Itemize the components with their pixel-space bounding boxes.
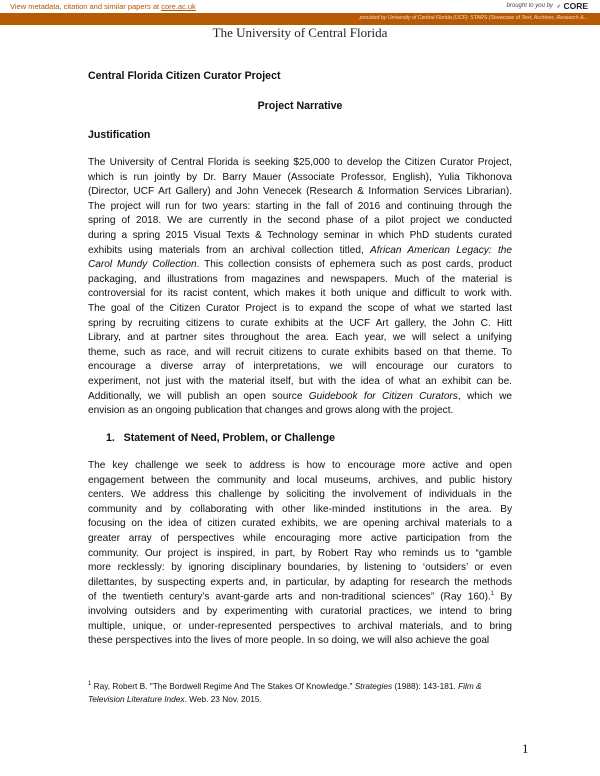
text-line: [88, 361, 512, 372]
line-text: dilettantes, by suspecting experts and, in particular, by adapting for research the methods: [88, 576, 512, 588]
text-line: [88, 533, 512, 544]
line-text: The University of Central Florida is seeking $25,000 to develop the Citizen Curator Project,: [88, 157, 512, 168]
line-text: which is run jointly by Dr. Barry Mauer (Associate Professor, English), Yulia Tikhonova: [88, 171, 512, 183]
text-line: [88, 230, 512, 241]
line-text: The project will run for two years: starting in the fall of 2016 and continuing through the: [88, 200, 512, 212]
provided-by-link[interactable]: provided by University of Central Florida (UCF): STARS (Showcase of Text, Archives, Research &...: [359, 15, 588, 21]
core-brand[interactable]: [507, 1, 588, 11]
section-heading-need: 1. Statement of Need, Problem, or Challenge: [106, 432, 335, 444]
footnote-journal: Strategies: [354, 681, 393, 691]
line-text: these perspectives into the lives of more people. In so doing, we will also achieve the goal: [88, 635, 490, 647]
line-text: experiment, not just with the material itself, but with the idea of what an exhibit can be.: [88, 376, 512, 387]
text-line: [88, 376, 512, 387]
text-line: [88, 635, 512, 646]
text-line: [88, 504, 512, 515]
text-line: [88, 201, 512, 212]
footnote-index: Film &: [458, 681, 482, 691]
line-text: centers. We address this challenge by soliciting the involvement of individuals in the: [88, 489, 512, 501]
line-text: , which we: [457, 390, 512, 402]
text-line: [88, 562, 512, 573]
text-line: [88, 332, 512, 343]
italic-title: Guidebook for Citizen Curators: [308, 390, 458, 402]
text-line: [88, 489, 512, 500]
core-link[interactable]: core.ac.uk: [161, 2, 196, 11]
line-text: engagement between the community and local museums, archives, and public history: [88, 474, 512, 486]
line-text: exhibits using materials from an archival collection titled,: [88, 244, 371, 256]
text-line: [88, 303, 512, 314]
line-text: focusing on the idea of citizen curated exhibits, we are opening archival materials to a: [88, 518, 512, 530]
text-line: [88, 157, 512, 168]
text-line: [88, 405, 512, 416]
text-line: [88, 245, 512, 256]
provider-bar: [0, 13, 600, 25]
line-text: By: [494, 591, 512, 603]
text-line: [88, 318, 512, 329]
italic-title: Carol Mundy Collection: [88, 259, 197, 271]
italic-title: African American Legacy: the: [370, 244, 512, 256]
line-text: involving outsiders and by experimenting with curatorial practices, we intend to bring: [88, 606, 512, 617]
text-line: [88, 186, 512, 197]
text-line: [88, 518, 512, 529]
core-logo-icon: ⸙: [555, 4, 561, 10]
core-banner: [0, 0, 600, 13]
line-text: of the twentieth century’s avant-garde arts and non-traditional sciences” (Ray 160).: [88, 591, 491, 603]
text-line: [88, 577, 512, 588]
section-heading-justification: Justification: [88, 129, 151, 141]
footnote-mark: 1: [88, 681, 92, 688]
line-text: during a spring 2015 Visual Texts & Technology seminar in which PhD students curated: [88, 230, 512, 241]
text-line: [88, 475, 512, 486]
text-line: [88, 460, 512, 471]
document-header: The University of Central Florida: [212, 25, 388, 40]
document-subtitle: Project Narrative: [257, 100, 343, 112]
line-text: spring by recruiting citizens to curate exhibits at the UCF Art gallery, the John C. Hitt: [88, 317, 512, 329]
footnote-index-cont: Television Literature Index: [88, 694, 185, 704]
line-text: Additionally, we will publish an open source: [88, 390, 309, 402]
line-text: . This collection consists of ephemera such as post cards, product: [196, 259, 512, 271]
text-line: [88, 391, 512, 402]
page-number: 1: [522, 741, 529, 756]
line-text: multiple, unique, or under-represented perspectives to archival materials, and to bring: [88, 620, 512, 632]
line-text: envision as an ongoing publication that changes and grows along with the project.: [88, 405, 454, 417]
line-text: packaging, and illustrations from magazines and newspapers. Much of the material is: [88, 273, 512, 285]
line-text: community and by collaborating with other like-minded institutions in the area. By: [88, 503, 512, 515]
line-text: (Director, UCF Art Gallery) and John Venecek (Research & Information Services Librarian).: [88, 186, 512, 198]
line-text: encourage a diverse array of interpretations, we will encourage our curators to: [88, 361, 512, 373]
text-line: [88, 172, 512, 183]
core-label: CORE: [563, 1, 588, 11]
line-text: spring of 2018. We are currently in the second phase of a pilot project we conducted: [88, 215, 512, 227]
footnote-line-2: [88, 694, 262, 704]
metadata-text: View metadata, citation and similar papers at: [10, 2, 162, 11]
text-line: [88, 347, 512, 358]
line-text: 1: [490, 591, 495, 598]
document-title: Central Florida Citizen Curator Project: [88, 70, 281, 82]
text-line: [88, 288, 512, 299]
footnote-date: . Web. 23 Nov. 2015.: [184, 694, 262, 704]
line-text: controversial for its racist content, which makes it both unique and difficult to work with.: [88, 288, 512, 300]
text-line: [88, 274, 512, 285]
line-text: The key challenge we seek to address is how to encourage more active and open: [88, 460, 512, 471]
brought-by-text: brought to you by: [506, 3, 553, 9]
text-line: [88, 606, 512, 617]
line-text: The goal of the Citizen Curator Project is to expand the scope of what we started last: [88, 303, 512, 314]
line-text: community. Our project is inspired, in part, by Robert Ray who reminds us to “gamble: [88, 547, 512, 559]
line-text: more recklessly: by ignoring disciplinary boundaries, by listening to ‘outsiders’ or even: [88, 562, 512, 574]
footnote: [88, 681, 482, 691]
line-text: greater array of perspectives while encouraging more active participation from the: [88, 533, 512, 544]
line-text: theme, such as race, and will recruit citizens to curate exhibits based on that theme. To: [88, 346, 512, 358]
metadata-link-text: [10, 2, 196, 11]
footnote-text: Ray, Robert B. "The Bordwell Regime And The Stakes Of Knowledge.": [91, 681, 355, 691]
text-line: [88, 621, 512, 632]
footnote-pages: (1988): 143-181.: [392, 681, 459, 691]
text-line: [88, 215, 512, 226]
text-line: [88, 548, 512, 559]
text-line: [88, 259, 512, 270]
text-line: [88, 591, 512, 602]
line-text: Library, and at partner sites throughout the area. Each year, we will select a unifying: [88, 332, 512, 344]
